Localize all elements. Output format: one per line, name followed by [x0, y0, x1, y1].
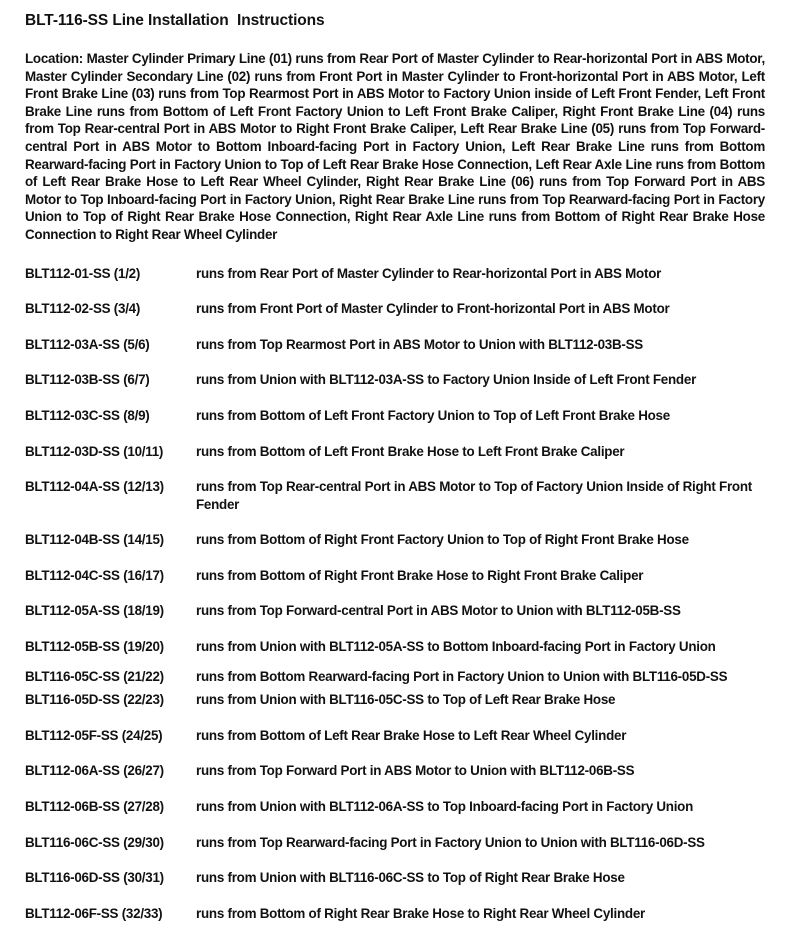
part-description: runs from Bottom of Left Front Brake Hose to Left Front Brake Caliper: [196, 443, 625, 459]
line-row: [25, 798, 765, 816]
line-row: [25, 443, 765, 461]
part-description: runs from Bottom of Right Rear Brake Hose to Right Rear Wheel Cylinder: [196, 905, 645, 921]
part-description: runs from Top Forward Port in ABS Motor to Union with BLT112-06B-SS: [196, 763, 635, 779]
part-description: runs from Union with BLT116-06C-SS to Top of Right Rear Brake Hose: [196, 870, 625, 886]
part-number: BLT112-04B-SS (14/15): [25, 532, 164, 548]
line-row: [25, 300, 765, 318]
part-description: runs from Rear Port of Master Cylinder to Rear-horizontal Port in ABS Motor: [196, 265, 662, 281]
part-number: BLT112-05F-SS (24/25): [25, 727, 163, 743]
part-number: BLT112-06B-SS (27/28): [25, 799, 164, 815]
line-row: [25, 727, 765, 745]
part-description: runs from Top Forward-central Port in ABS Motor to Union with BLT112-05B-SS: [196, 603, 681, 619]
line-row: [25, 691, 765, 709]
line-row: [25, 531, 765, 549]
line-row: [25, 762, 765, 780]
part-number: BLT116-05C-SS (21/22): [25, 668, 164, 684]
part-description: runs from Union with BLT112-05A-SS to Bottom Inboard-facing Port in Factory Union: [196, 639, 716, 655]
line-row: [25, 371, 765, 389]
line-row: [25, 834, 765, 852]
part-description: runs from Union with BLT112-03A-SS to Factory Union Inside of Left Front Fender: [196, 372, 697, 388]
part-description: runs from Union with BLT112-06A-SS to Top Inboard-facing Port in Factory Union: [196, 799, 694, 815]
part-number: BLT112-06F-SS (32/33): [25, 905, 163, 921]
part-number: BLT112-03B-SS (6/7): [25, 372, 150, 388]
part-description: runs from Front Port of Master Cylinder to Front-horizontal Port in ABS Motor: [196, 301, 670, 317]
location-paragraph: Location: Master Cylinder Primary Line (01) runs from Rear Port of Master Cylinder to Rear-horizontal Port in ABS Motor, Master Cylinder Secondary Line (02) runs from Front Port in Master Cylinder to Front-horizontal Port in ABS Motor, Left Front Brake Line (03) runs from Top Rearmost Port in ABS Motor to Factory Union inside of Left Front Fender, Left Front Brake Line runs from Bottom of Left Front Factory Union to Left Front Brake Caliper, Right Front Brake Line (04) runs from Top Rear-central Port in ABS Motor to Right Front Brake Caliper, Left Rear Brake Line (05) runs from Top Forward-central Port in ABS Motor to Bottom Inboard-facing Port in Factory Union, Left Rear Brake Line runs from Bottom Rearward-facing Port in Factory Union to Top of Left Rear Brake Hose Connection, Left Rear Axle Line runs from Bottom of Left Rear Brake Hose to Left Rear Wheel Cylinder, Right Rear Brake Line (06) runs from Top Forward Port in ABS Motor to Top Inboard-facing Port in Factory Union, Right Rear Brake Line runs from Top Rearward-facing Port in Factory Union to Top of Right Rear Brake Hose Connection, Right Rear Axle Line runs from Bottom of Right Rear Brake Hose Connection to Right Rear Wheel Cylinder: [25, 51, 765, 242]
part-description: runs from Top Rearmost Port in ABS Motor to Union with BLT112-03B-SS: [196, 336, 643, 352]
page-title: BLT-116-SS Line Installation Instructions: [25, 12, 325, 29]
line-row: [25, 668, 765, 686]
part-number: BLT112-06A-SS (26/27): [25, 763, 164, 779]
part-number: BLT116-05D-SS (22/23): [25, 692, 164, 708]
part-number: BLT116-06C-SS (29/30): [25, 834, 164, 850]
line-row: [25, 336, 765, 354]
part-description: runs from Top Rear-central Port in ABS Motor to Top of Factory Union Inside of Right Front Fender: [196, 479, 753, 512]
part-description: runs from Bottom Rearward-facing Port in Factory Union to Union with BLT116-05D-SS: [196, 668, 728, 684]
line-row: [25, 407, 765, 425]
part-number: BLT116-06D-SS (30/31): [25, 870, 164, 886]
part-description: runs from Bottom of Left Rear Brake Hose to Left Rear Wheel Cylinder: [196, 727, 627, 743]
part-number: BLT112-04A-SS (12/13): [25, 479, 164, 495]
line-row: [25, 567, 765, 585]
line-row: [25, 265, 765, 283]
line-row: [25, 638, 765, 656]
part-number: BLT112-05A-SS (18/19): [25, 603, 164, 619]
line-row: [25, 869, 765, 887]
part-description: runs from Union with BLT116-05C-SS to Top of Left Rear Brake Hose: [196, 692, 616, 708]
part-number: BLT112-02-SS (3/4): [25, 301, 141, 317]
part-number: BLT112-03C-SS (8/9): [25, 407, 150, 423]
part-number: BLT112-05B-SS (19/20): [25, 639, 164, 655]
part-number: BLT112-03A-SS (5/6): [25, 336, 150, 352]
part-description: runs from Top Rearward-facing Port in Factory Union to Union with BLT116-06D-SS: [196, 834, 705, 850]
part-description: runs from Bottom of Left Front Factory Union to Top of Left Front Brake Hose: [196, 407, 670, 423]
line-row: [25, 478, 765, 513]
part-description: runs from Bottom of Right Front Factory Union to Top of Right Front Brake Hose: [196, 532, 689, 548]
part-description: runs from Bottom of Right Front Brake Hose to Right Front Brake Caliper: [196, 567, 644, 583]
part-number: BLT112-04C-SS (16/17): [25, 567, 164, 583]
line-row: [25, 602, 765, 620]
line-row: [25, 905, 765, 923]
part-lines-list: [25, 265, 765, 923]
part-number: BLT112-01-SS (1/2): [25, 265, 141, 281]
part-number: BLT112-03D-SS (10/11): [25, 443, 164, 459]
